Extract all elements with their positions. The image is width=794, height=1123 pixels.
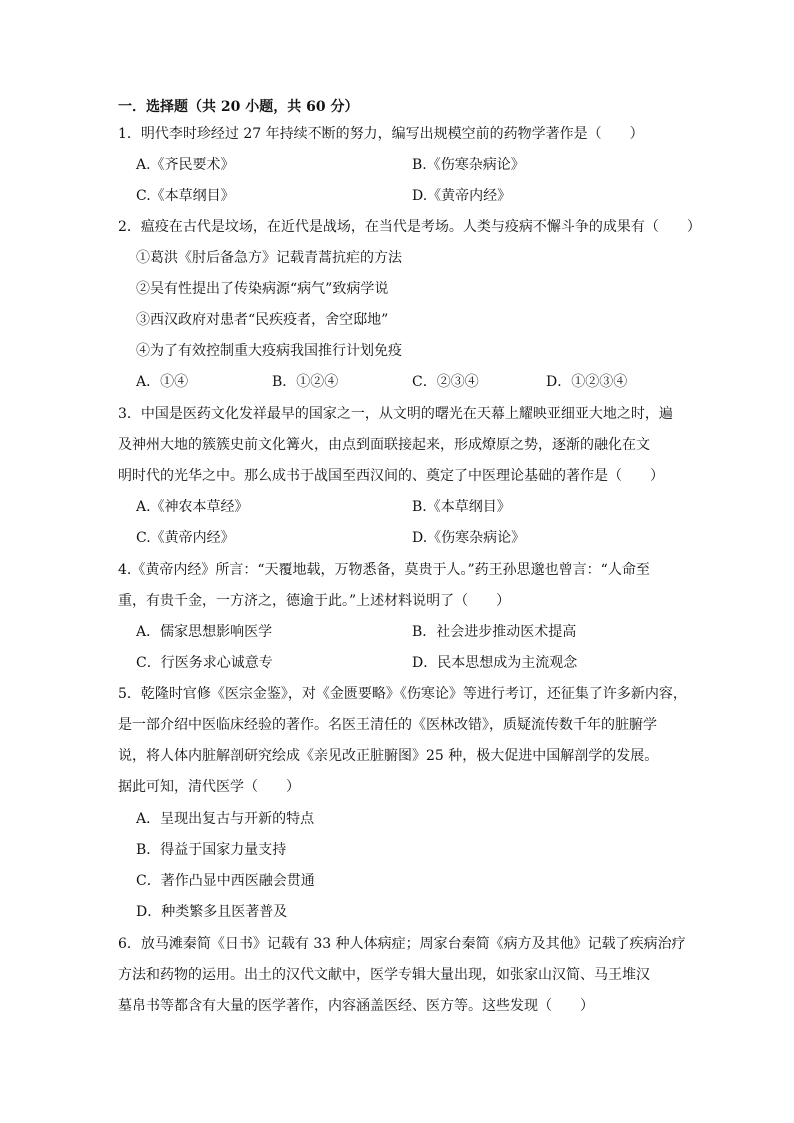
question-2-option-b: B．①②④ (272, 374, 339, 390)
question-2-option-c: C．②③④ (412, 374, 479, 390)
question-1-option-a: A.《齐民要术》 (136, 157, 235, 173)
question-6-line-1: 6．放马滩秦简《日书》记载有 33 种人体病症；周家台秦简《病方及其他》记载了疾病治疗 (118, 936, 686, 952)
question-1-option-b: B.《伤寒杂病论》 (412, 157, 525, 173)
question-4-option-b: B．社会进步推动医术提高 (412, 624, 577, 640)
question-3-option-a: A.《神农本草经》 (136, 499, 249, 515)
question-5-option-d: D．种类繁多且医著普及 (136, 904, 288, 920)
question-6-line-2: 方法和药物的运用。出土的汉代文献中，医学专辑大量出现，如张家山汉简、马王堆汉 (118, 967, 650, 983)
question-3-line-1: 3．中国是医药文化发祥最早的国家之一，从文明的曙光在天幕上耀映亚细亚大地之时，遍 (118, 406, 673, 422)
question-5-line-3: 说，将人体内脏解剖研究绘成《亲见改正脏腑图》25 种，极大促进中国解剖学的发展。 (118, 748, 659, 764)
question-2-item-2: ②吴有性提出了传染病源“病气”致病学说 (136, 281, 389, 297)
section-title: 一．选择题（共 20 小题，共 60 分） (118, 99, 359, 115)
question-6-line-3: 墓帛书等都含有大量的医学著作，内容涵盖医经、医方等。这些发现（ ） (118, 998, 594, 1014)
question-2-item-1: ①葛洪《肘后备急方》记载青蒿抗疟的方法 (136, 250, 402, 266)
question-4-option-d: D．民本思想成为主流观念 (412, 655, 578, 671)
question-3-line-2: 及神州大地的簇簇史前文化篝火，由点到面联接起来，形成燎原之势，逐渐的融化在文 (118, 437, 650, 453)
question-2-stem: 2．瘟疫在古代是坟场，在近代是战场，在当代是考场。人类与疫病不懈斗争的成果有（ ） (118, 219, 701, 235)
question-5-option-a: A．呈现出复古与开新的特点 (136, 811, 315, 827)
question-3-option-b: B.《本草纲目》 (412, 499, 511, 515)
question-2-option-d: D．①②③④ (546, 374, 628, 390)
question-2-item-3: ③西汉政府对患者“民疾疫者，舍空邸地” (136, 312, 389, 328)
question-1-stem: 1．明代李时珍经过 27 年持续不断的努力，编写出规模空前的药物学著作是（ ） (118, 126, 644, 142)
question-5-line-1: 5．乾隆时官修《医宗金鉴》，对《金匮要略》《伤寒论》等进行考订，还征集了许多新内容， (118, 686, 687, 702)
question-5-option-c: C．著作凸显中西医融会贯通 (136, 873, 315, 889)
question-5-line-4: 据此可知，清代医学（ ） (118, 779, 300, 795)
question-4-line-2: 重，有贵千金，一方济之，德逾于此。”上述材料说明了（ ） (118, 593, 511, 609)
question-2-item-4: ④为了有效控制重大疫病我国推行计划免疫 (136, 343, 402, 359)
question-4-line-1: 4.《黄帝内经》所言：“天覆地载，万物悉备，莫贵于人。”药王孙思邈也曾言：“人命至 (118, 562, 650, 578)
question-5-option-b: B．得益于国家力量支持 (136, 842, 287, 858)
question-3-line-3: 明时代的光华之中。那么成书于战国至西汉间的、奠定了中医理论基础的著作是（ ） (118, 468, 664, 484)
question-1-option-c: C.《本草纲目》 (136, 188, 235, 204)
question-4-option-a: A．儒家思想影响医学 (136, 624, 273, 640)
question-4-option-c: C．行医务求心诚意专 (136, 655, 273, 671)
question-3-option-c: C.《黄帝内经》 (136, 530, 235, 546)
question-5-line-2: 是一部介绍中医临床经验的著作。名医王清任的《医林改错》，质疑流传数千年的脏腑学 (118, 717, 657, 733)
question-1-option-d: D.《黄帝内经》 (412, 188, 512, 204)
question-2-option-a: A．①④ (136, 374, 189, 390)
question-3-option-d: D.《伤寒杂病论》 (412, 530, 526, 546)
